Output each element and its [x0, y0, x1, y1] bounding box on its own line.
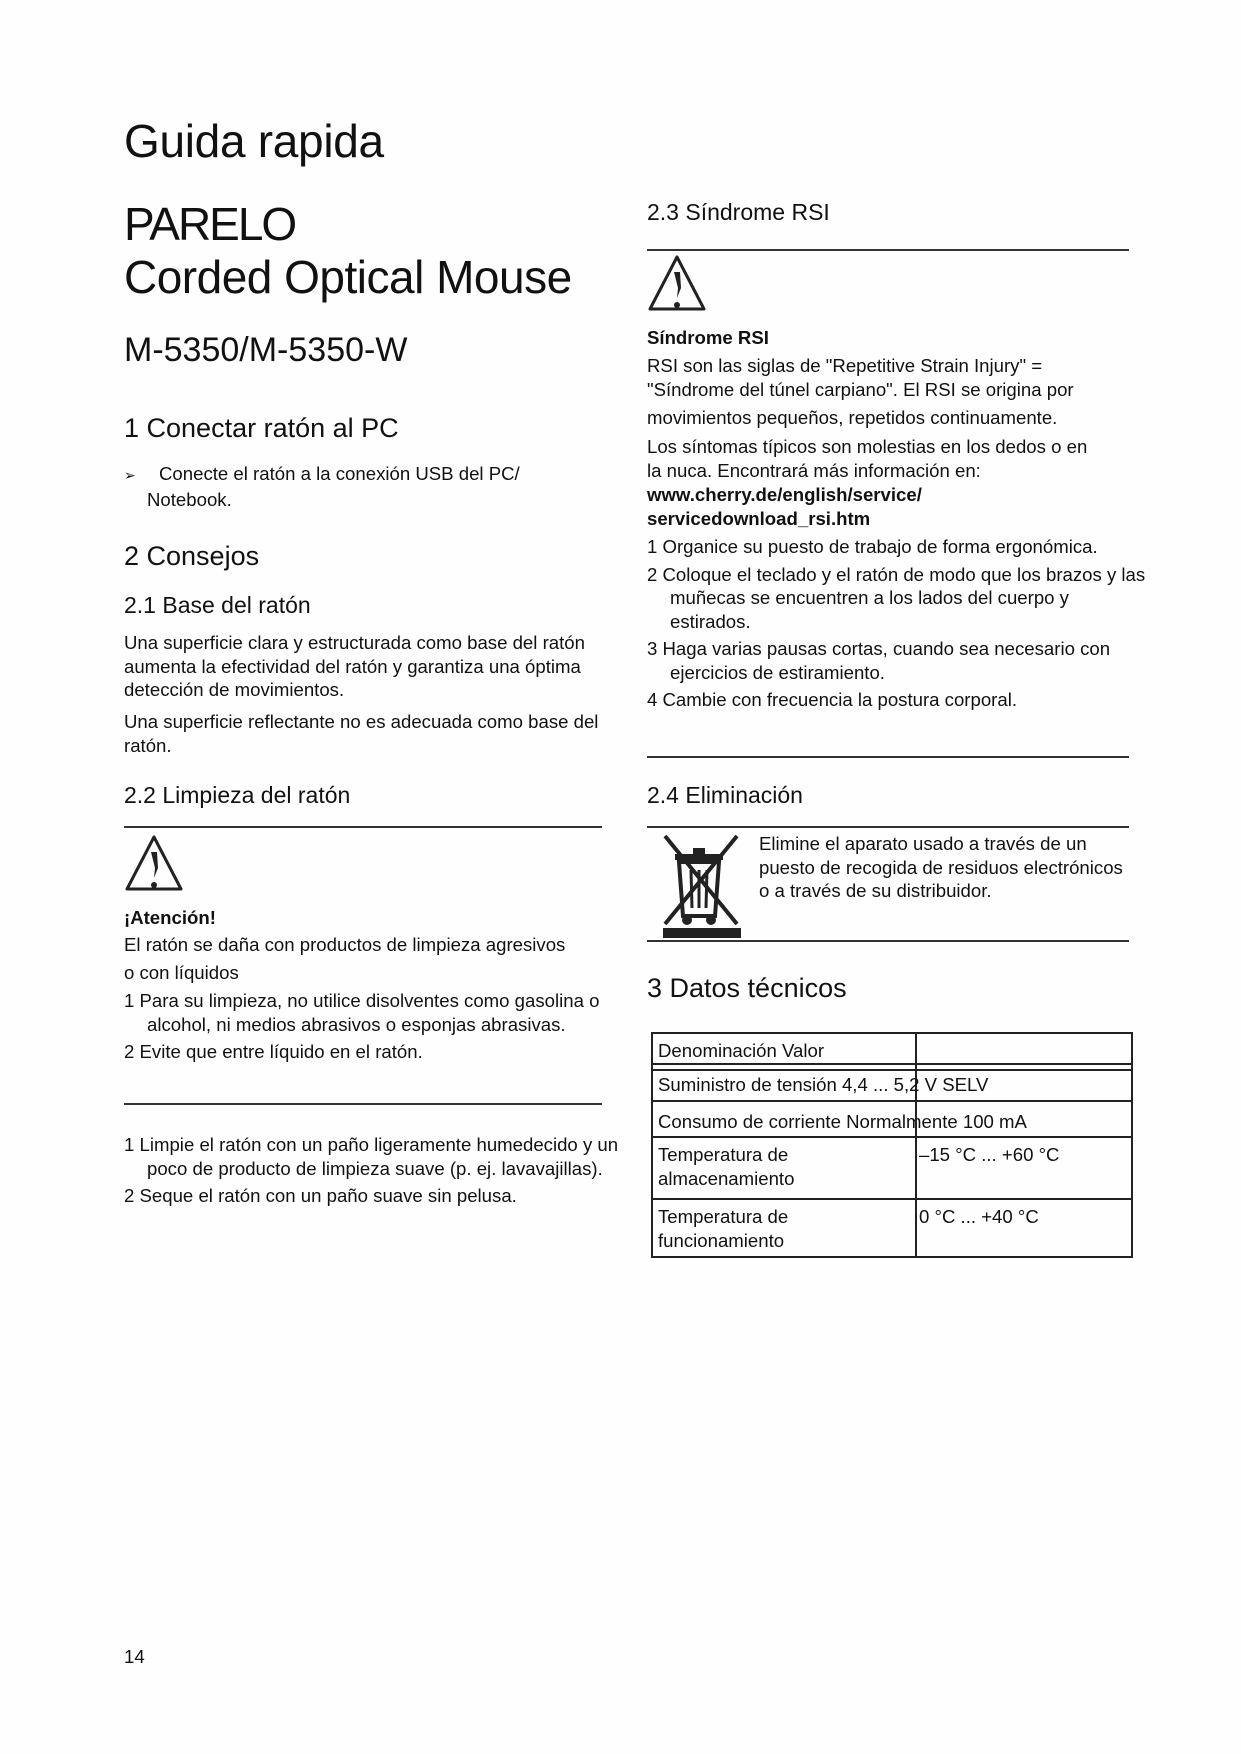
warning-text-line1: El ratón se daña con productos de limpieza agresivos: [124, 934, 566, 955]
section21-heading: 2.1 Base del ratón: [124, 592, 311, 618]
table-cell: Denominación Valor: [658, 1040, 825, 1061]
disposal-text: Elimine el aparato usado a través de un puesto de recogida de residuos electrónicos o a través de su distribuidor.: [759, 833, 1123, 901]
page-number: 14: [124, 1646, 145, 1667]
divider: [647, 756, 1129, 758]
rsi-box-title: Síndrome RSI: [647, 327, 769, 348]
rsi-text-line4: Los síntomas típicos son molestias en los dedos o en: [647, 436, 1088, 457]
crossed-out-bin-icon: [661, 832, 743, 938]
rsi-tips-list: [647, 535, 1152, 712]
section3-heading: 3 Datos técnicos: [647, 973, 847, 1003]
section1-bullet-line2: Notebook.: [147, 488, 232, 510]
table-row-divider: [653, 1100, 1131, 1102]
warning-triangle-icon: [647, 254, 707, 314]
tech-data-table: [651, 1032, 1133, 1258]
section21-para1: Una superficie clara y estructurada como base del ratón aumenta la efectividad del ratón y garantiza una óptima detección de movimientos.: [124, 632, 585, 700]
model-number: M-5350/M-5350-W: [124, 331, 408, 369]
divider: [647, 249, 1129, 251]
table-cell: Consumo de corriente Normalmente 100 mA: [658, 1111, 1027, 1132]
section1-heading: 1 Conectar ratón al PC: [124, 413, 399, 443]
list-item: 1 Para su limpieza, no utilice disolventes como gasolina o alcohol, ni medios abrasivos o esponjas abrasivas.: [124, 990, 600, 1035]
warning-triangle-icon: [124, 834, 184, 894]
rsi-text-line1: RSI son las siglas de "Repetitive Strain Injury" =: [647, 355, 1043, 376]
section24-heading: 2.4 Eliminación: [647, 782, 803, 808]
table-cell: Suministro de tensión 4,4 ... 5,2 V SELV: [658, 1074, 989, 1095]
warning-text-line2: o con líquidos: [124, 962, 239, 983]
rsi-text-line5: la nuca. Encontrará más información en:: [647, 460, 981, 481]
rsi-text-line2: "Síndrome del túnel carpiano". El RSI se origina por: [647, 379, 1074, 400]
product-name-line2: Corded Optical Mouse: [124, 251, 572, 303]
list-item: 2 Seque el ratón con un paño suave sin pelusa.: [124, 1185, 517, 1206]
guide-title: Guida rapida: [124, 115, 384, 167]
divider: [647, 826, 1129, 828]
list-item: 2 Evite que entre líquido en el ratón.: [124, 1041, 423, 1062]
list-item: 1 Limpie el ratón con un paño ligeramente humedecido y un poco de producto de limpieza suave (p. ej. lavavajillas).: [124, 1134, 619, 1179]
warning-title: ¡Atención!: [124, 907, 216, 928]
table-row-divider: [653, 1198, 1131, 1200]
list-item: 1 Organice su puesto de trabajo de forma ergonómica.: [647, 536, 1098, 557]
divider: [647, 940, 1129, 942]
section1-bullet-line1: Conecte el ratón a la conexión USB del PC/: [159, 463, 520, 484]
bullet-arrow-icon: ➢: [124, 467, 136, 483]
cleaning-steps-list: [124, 1133, 625, 1208]
product-name: [124, 198, 572, 304]
section2-heading: 2 Consejos: [124, 541, 260, 571]
section22-heading: 2.2 Limpieza del ratón: [124, 782, 351, 808]
table-row-divider: [653, 1069, 1131, 1071]
product-name-line1: PARELO: [124, 198, 296, 250]
table-cell: Temperatura de funcionamiento: [658, 1206, 789, 1251]
table-row-divider: [653, 1063, 1131, 1065]
table-cell-value: –15 °C ... +60 °C: [919, 1144, 1060, 1165]
divider: [124, 826, 602, 828]
list-item: 2 Coloque el teclado y el ratón de modo que los brazos y las muñecas se encuentren a los lados del cuerpo y estirados.: [647, 563, 1146, 632]
table-cell-value: 0 °C ... +40 °C: [919, 1206, 1039, 1227]
divider: [124, 1103, 602, 1105]
section1-bullet: [124, 462, 614, 511]
section23-heading: 2.3 Síndrome RSI: [647, 199, 830, 225]
rsi-text-line3: movimientos pequeños, repetidos continuamente.: [647, 407, 1058, 428]
table-column-divider: [915, 1034, 917, 1256]
section21-para2: Una superficie reflectante no es adecuada como base del ratón.: [124, 711, 599, 756]
table-cell: Temperatura de almacenamiento: [658, 1144, 795, 1189]
rsi-link-line2[interactable]: servicedownload_rsi.htm: [647, 508, 871, 529]
rsi-link-line1[interactable]: www.cherry.de/english/service/: [647, 484, 922, 505]
list-item: 4 Cambie con frecuencia la postura corporal.: [647, 689, 1018, 710]
list-item: 3 Haga varias pausas cortas, cuando sea necesario con ejercicios de estiramiento.: [647, 638, 1111, 683]
cleaning-warning-list: [124, 989, 625, 1064]
table-row-divider: [653, 1136, 1131, 1138]
